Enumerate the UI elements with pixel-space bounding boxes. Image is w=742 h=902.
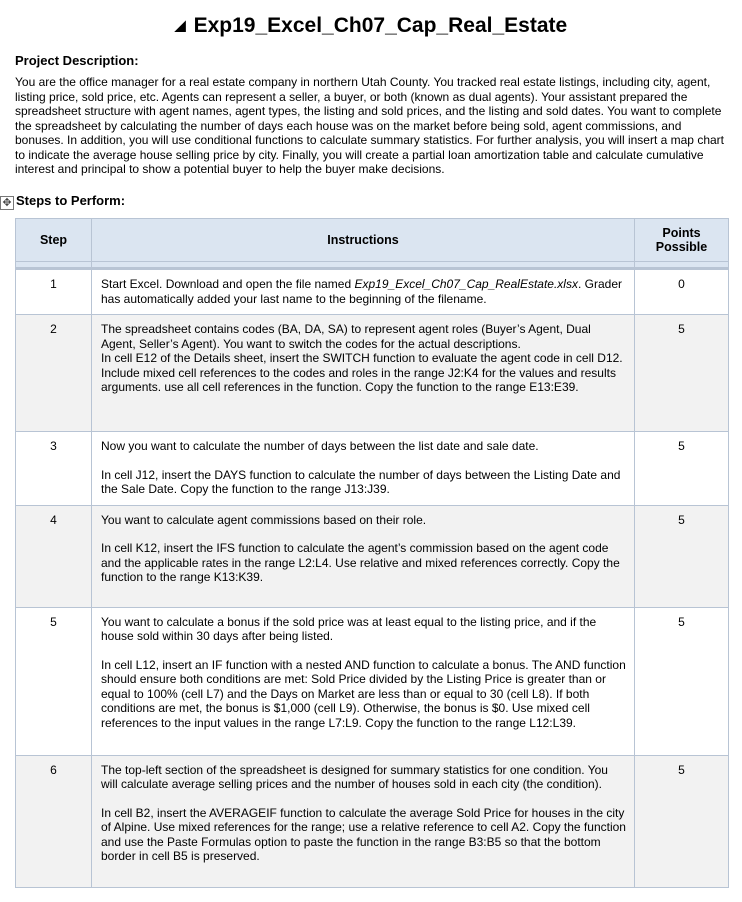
step-number: 2: [16, 315, 92, 432]
step-instructions: Now you want to calculate the number of days between the list date and sale date. In cell J12, insert the DAYS function to calculate the number of days between the Listing Date and the Sale Date. Copy the function to the range J13:J39.: [92, 432, 635, 506]
step-instructions: Start Excel. Download and open the file named Exp19_Excel_Ch07_Cap_RealEstate.xlsx. Grader has automatically added your last name to the beginning of the filename.: [92, 269, 635, 315]
step-instructions: You want to calculate a bonus if the sold price was at least equal to the listing price, and if the house sold within 30 days after being listed. In cell L12, insert an IF function with a nested AND function to calculate a bonus. The AND function should ensure both conditions are met: Sold Price divided by the Listing Price is greater than or equal to 100% (cell L7) and the Days on Market are less than or equal to 30 (cell L8). If both conditions are met, the bonus is $1,000 (cell L9). Otherwise, the bonus is $0. Use mixed cell references to the input values in the range L7:L9. Copy the function to the range L12:L39.: [92, 607, 635, 755]
step-number: 1: [16, 269, 92, 315]
step-number: 5: [16, 607, 92, 755]
table-move-handle-icon[interactable]: ✥: [0, 196, 14, 210]
step-instructions: The top-left section of the spreadsheet is designed for summary statistics for one condition. You will calculate average selling prices and the number of houses sold in each city (the condition). In cell B2, insert the AVERAGEIF function to calculate the average Sold Price for houses in the city of Alpine. Use mixed references for the range; use a relative reference to cell A2. Copy the function and use the Paste Formulas option to paste the function in the range B3:B5 so that the bottom border in cell B5 is preserved.: [92, 755, 635, 887]
table-row: [16, 315, 729, 432]
table-row: [16, 269, 729, 315]
steps-table: [15, 218, 729, 888]
step-points: 0: [635, 269, 729, 315]
header-spacer-row: [16, 262, 729, 269]
step-points: 5: [635, 505, 729, 607]
step-points: 5: [635, 315, 729, 432]
table-row: [16, 505, 729, 607]
header-step: Step: [16, 219, 92, 262]
step-instructions: You want to calculate agent commissions based on their role. In cell K12, insert the IFS function to calculate the agent’s commission based on the agent code and the applicable rates in the range L2:L4. Use relative and mixed references correctly. Copy the function to the range K13:K39.: [92, 505, 635, 607]
step-points: 5: [635, 607, 729, 755]
table-row: [16, 607, 729, 755]
step-points: 5: [635, 432, 729, 506]
document-title: [0, 14, 742, 38]
project-description-heading: Project Description:: [15, 53, 139, 68]
collapse-triangle-icon[interactable]: ◢: [174, 17, 186, 33]
title-text: Exp19_Excel_Ch07_Cap_Real_Estate: [193, 14, 568, 37]
step-instructions: The spreadsheet contains codes (BA, DA, SA) to represent agent roles (Buyer’s Agent, Dual Agent, Seller’s Agent). You want to switch the codes for the actual descriptions. In cell E12 of the Details sheet, insert the SWITCH function to evaluate the agent code in cell D12. Include mixed cell references to the codes and roles in the range J2:K4 for the values and results arguments. use all cell references in the function. Copy the function to the range E13:E39.: [92, 315, 635, 432]
table-row: [16, 755, 729, 887]
steps-heading: Steps to Perform:: [16, 193, 126, 208]
project-description-text: You are the office manager for a real estate company in northern Utah County. You tracked real estate listings, including city, agent, listing price, sold price, etc. Agents can represent a seller, a buyer, or both (known as dual agents). Your assistant prepared the spreadsheet structure with agent names, agent types, the listing and sold prices, and the listing and sold dates. You want to complete the spreadsheet by calculating the number of days each house was on the market before being sold, agent commissions, and bonuses. In addition, you will use conditional functions to calculate summary statistics. For further analysis, you will insert a map chart to indicate the average house selling price by city. Finally, you will create a partial loan amortization table and calculate cumulative interest and principal to show a potential buyer to help the buyer make decisions.: [15, 75, 724, 176]
header-instructions: Instructions: [92, 219, 635, 262]
step-points: 5: [635, 755, 729, 887]
table-header-row: [16, 219, 729, 262]
table-row: [16, 432, 729, 506]
step-number: 3: [16, 432, 92, 506]
header-points: Points Possible: [635, 219, 729, 262]
file-name: Exp19_Excel_Ch07_Cap_RealEstate.xlsx: [354, 277, 578, 291]
step-number: 4: [16, 505, 92, 607]
step-number: 6: [16, 755, 92, 887]
